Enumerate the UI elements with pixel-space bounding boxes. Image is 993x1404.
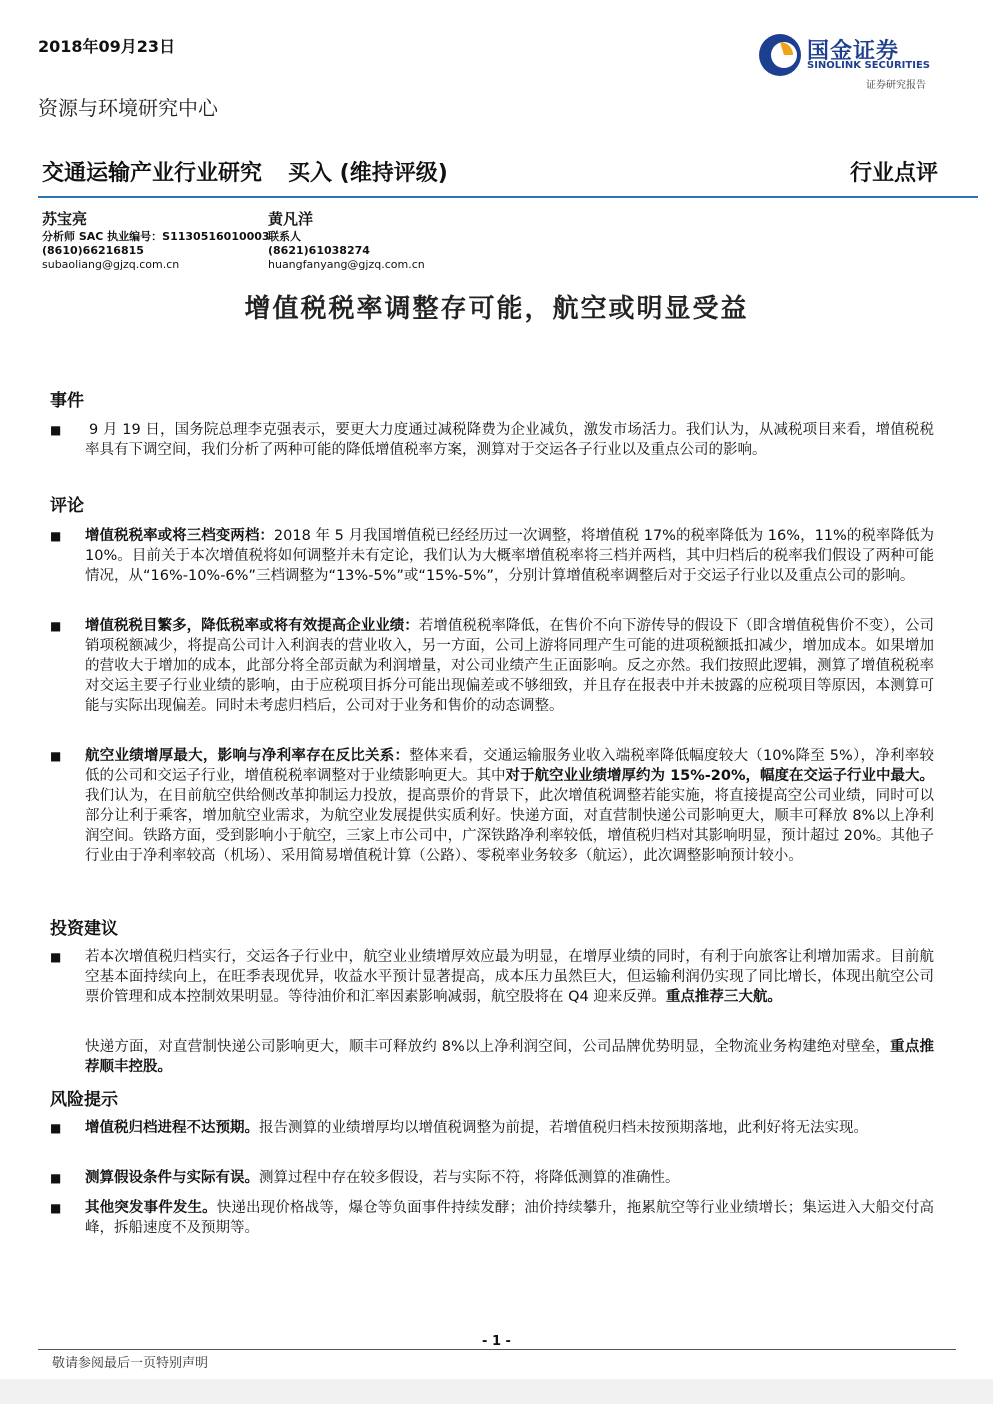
comment-paragraph bbox=[85, 616, 934, 716]
author-block bbox=[268, 208, 425, 272]
report-title: 增值税税率调整存可能，航空或明显受益 bbox=[244, 294, 749, 324]
research-center: 资源与环境研究中心 bbox=[38, 96, 218, 120]
risk-paragraph bbox=[85, 1168, 934, 1188]
comment-text: 我们认为，在目前航空供给侧改革抑制运力投放，提高票价的背景下，此次增值税调整若能实施，将直接提高空公司业绩，同时可以部分让利于乘客，增加航空业需求，为航空业发展提供实质利好。快递方面，对直营制快递公司影响更大，顺丰可释放 8%以上净利润空间。铁路方面，受到影响小于航空，三家上市公司中，广深铁路净利率较低，增值税归档对其影响明显，预计超过 20%。其他子行业由于净利率较高（机场）、采用简易增值税计算（公路）、零税率业务较多（航运），此次调整影响预计较小。 bbox=[85, 788, 934, 864]
logo-english: SINOLINK SECURITIES bbox=[807, 60, 930, 71]
author-credential: 联系人 bbox=[268, 230, 301, 243]
bullet-icon: ■ bbox=[50, 619, 62, 633]
comment-lead: 增值税税率或将三档变两档： bbox=[85, 528, 274, 544]
author-phone: (8621)61038274 bbox=[268, 244, 370, 257]
report-date: 2018年09月23日 bbox=[38, 37, 176, 56]
section-heading: 投资建议 bbox=[50, 919, 118, 939]
advice-text: 若本次增值税归档实行，交运各子行业中，航空业业绩增厚效应最为明显，在增厚业绩的同时，有利于向旅客让利增加需求。目前航空基本面持续向上，在旺季表现优异，收益水平预计显著提高，成本压力虽然巨大，但运输利润仍实现了同比增长，体现出航空公司票价管理和成本控制效果明显。等待油价和汇率因素影响减弱，航空股将在 Q4 迎来反弹。 bbox=[85, 949, 934, 1005]
risk-lead: 增值税归档进程不达预期。 bbox=[85, 1120, 259, 1136]
risk-paragraph bbox=[85, 1198, 934, 1238]
footer-divider bbox=[38, 1349, 956, 1350]
section-heading: 事件 bbox=[50, 391, 84, 411]
comment-highlight: 对于航空业业绩增厚约为 15%-20%，幅度在交运子行业中最大。 bbox=[505, 768, 935, 784]
section-heading: 风险提示 bbox=[50, 1090, 118, 1110]
logo-subtitle: 证券研究报告 bbox=[866, 80, 926, 91]
bullet-icon: ■ bbox=[50, 1171, 62, 1185]
advice-text: 快递方面，对直营制快递公司影响更大，顺丰可释放约 8%以上净利润空间，公司品牌优势明显，全物流业务构建绝对壁垒， bbox=[85, 1039, 891, 1055]
bullet-icon: ■ bbox=[50, 423, 62, 437]
risk-text: 报告测算的业绩增厚均以增值税调整为前提，若增值税归档未按预期落地，此利好将无法实现。 bbox=[259, 1120, 868, 1136]
author-name: 苏宝亮 bbox=[42, 210, 88, 228]
event-paragraph bbox=[85, 420, 934, 460]
comment-lead: 增值税税目繁多，降低税率或将有效提高企业业绩： bbox=[85, 618, 419, 634]
advice-paragraph bbox=[85, 1037, 934, 1077]
report-type: 行业点评 bbox=[849, 160, 938, 186]
bullet-icon: ■ bbox=[50, 1201, 62, 1215]
comment-lead: 航空业绩增厚最大，影响与净利率存在反比关系： bbox=[85, 748, 410, 764]
comment-text: 2018 年 5 月我国增值税已经经历过一次调整，将增值税 17%的税率降低为 16%，11%的税率降低为 10%。目前关于本次增值税将如何调整并未有定论，我们认为大概率增值税率将三档并两档，其中归档后的税率我们假设了两种可能情况，从“16%-10%-6%”三档调整为“13%-5%”或“15%-5%”，分别计算增值税率调整后对于交运子行业以及重点公司的影响。 bbox=[85, 528, 935, 584]
footer-note: 敬请参阅最后一页特别声明 bbox=[52, 1356, 209, 1371]
logo-mark-icon bbox=[757, 32, 803, 78]
comment-paragraph bbox=[85, 526, 934, 586]
advice-highlight: 重点推荐顺丰控股。 bbox=[85, 1039, 935, 1075]
header-divider bbox=[38, 196, 978, 198]
page-number: - 1 - bbox=[482, 1334, 511, 1349]
comment-text: 若增值税税率降低，在售价不向下游传导的假设下（即含增值税售价不变），公司销项税额减少，将提高公司计入利润表的营业收入，另一方面，公司上游将同理产生可能的进项税额抵扣减少，增加成本。如果增加的营收大于增加的成本，此部分将全部贡献为利润增量，对公司业绩产生正面影响。反之亦然。我们按照此逻辑，测算了增值税税率对交运主要子行业业绩的影响，由于应税项目拆分可能出现偏差或不够细致，并且存在报表中并未披露的应税项目等原因，本测算可能与实际出现偏差。同时未考虑归档后，公司对于业务和售价的动态调整。 bbox=[85, 618, 934, 714]
author-block bbox=[42, 208, 270, 272]
bullet-icon: ■ bbox=[50, 1121, 62, 1135]
author-phone: (8610)66216815 bbox=[42, 244, 144, 257]
author-email[interactable]: huangfanyang@gjzq.com.cn bbox=[268, 258, 425, 271]
author-email[interactable]: subaoliang@gjzq.com.cn bbox=[42, 258, 180, 271]
comment-text: 整体来看，交通运输服务业收入端税率降低幅度较大（10%降至 5%），净利率较低的公司和交运子行业，增值税税率调整对于业绩影响更大。其中 bbox=[85, 748, 934, 784]
event-text: 9 月 19 日，国务院总理李克强表示，要更大力度通过减税降费为企业减负，激发市场活力。我们认为，从减税项目来看，增值税税率具有下调空间，我们分析了两种可能的降低增值税率方案，测算对于交运各子行业以及重点公司的影响。 bbox=[85, 422, 934, 458]
section-heading: 评论 bbox=[50, 496, 84, 516]
bullet-icon: ■ bbox=[50, 749, 62, 763]
risk-text: 测算过程中存在较多假设，若与实际不符，将降低测算的准确性。 bbox=[259, 1170, 680, 1186]
author-name: 黄凡洋 bbox=[268, 210, 314, 228]
bullet-icon: ■ bbox=[50, 950, 62, 964]
risk-lead: 测算假设条件与实际有误。 bbox=[85, 1170, 259, 1186]
comment-paragraph bbox=[85, 746, 934, 866]
bullet-icon: ■ bbox=[50, 529, 62, 543]
advice-paragraph bbox=[85, 947, 934, 1007]
rating-label: 买入 (维持评级) bbox=[288, 161, 448, 186]
risk-lead: 其他突发事件发生。 bbox=[85, 1200, 217, 1216]
logo-chinese: 国金证券 bbox=[807, 39, 900, 64]
advice-highlight: 重点推荐三大航。 bbox=[665, 989, 782, 1005]
risk-paragraph bbox=[85, 1118, 934, 1138]
company-logo bbox=[757, 30, 957, 90]
industry-name: 交通运输产业行业研究 bbox=[42, 161, 263, 186]
footer-band bbox=[0, 1379, 993, 1404]
risk-text: 快递出现价格战等，爆仓等负面事件持续发酵；油价持续攀升，拖累航空等行业业绩增长；集运进入大船交付高峰，拆船速度不及预期等。 bbox=[85, 1200, 934, 1236]
author-credential: 分析师 SAC 执业编号：S1130516010003 bbox=[42, 230, 270, 243]
industry-headline bbox=[42, 156, 448, 187]
